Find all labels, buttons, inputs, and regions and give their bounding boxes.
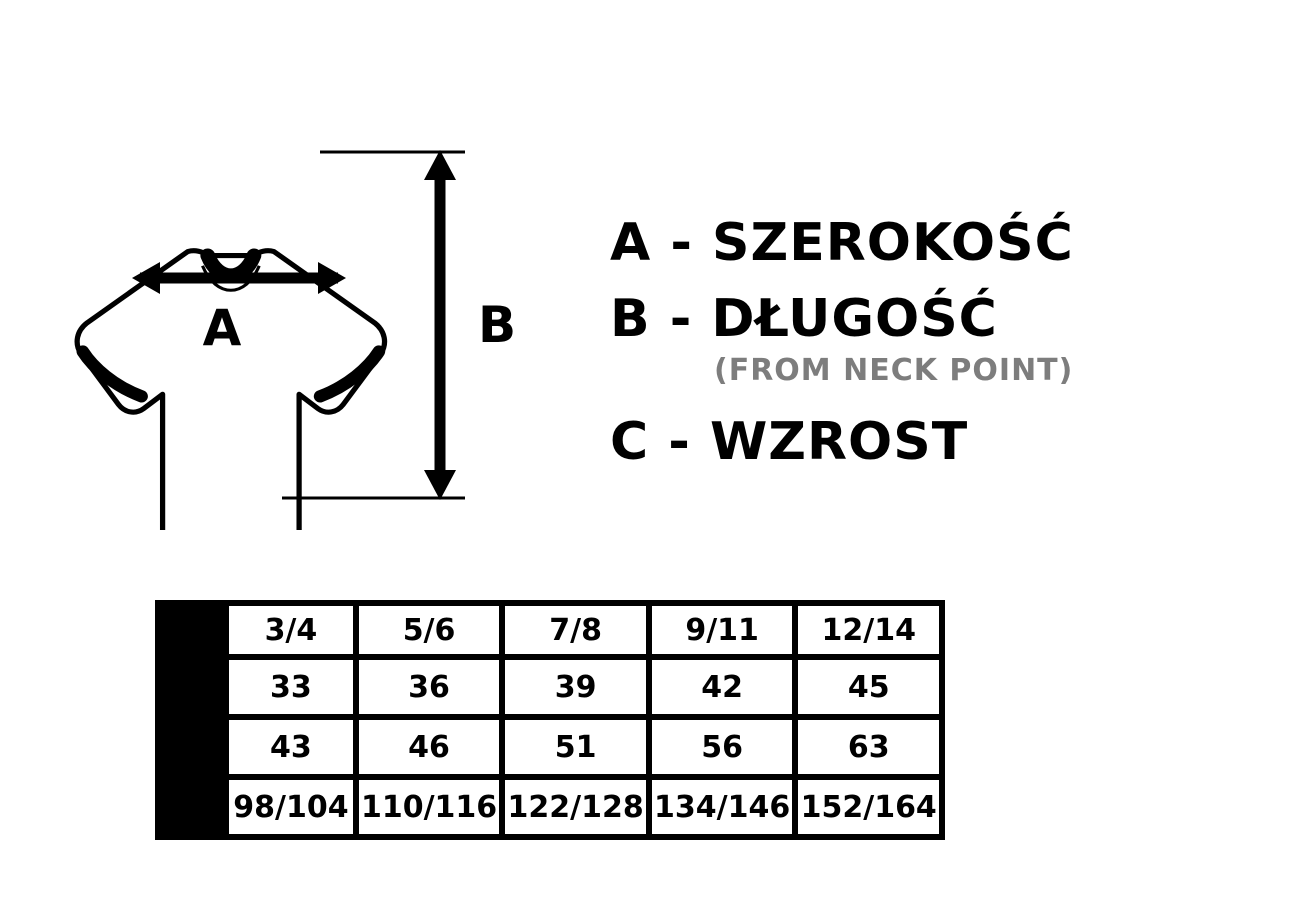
table-header-row	[161, 606, 939, 654]
size-table	[155, 600, 945, 840]
cell-c-4: 134/146	[652, 780, 793, 834]
row-header-b: B	[182, 724, 214, 770]
table-row	[161, 780, 939, 834]
legend-item-a: A - SZEROKOŚĆ	[610, 213, 1074, 273]
cell-c-5: 152/164	[798, 780, 939, 834]
table-row	[161, 660, 939, 714]
cell-c-2: 110/116	[359, 780, 500, 834]
legend-item-b: B - DŁUGOŚĆ	[610, 289, 998, 350]
tshirt-measurement-diagram	[20, 110, 560, 530]
size-table-container	[155, 600, 945, 840]
column-header-3: 7/8	[505, 606, 646, 654]
cell-b-2: 46	[359, 720, 500, 774]
cell-c-3: 122/128	[505, 780, 646, 834]
cell-b-3: 51	[505, 720, 646, 774]
column-header-2: 5/6	[359, 606, 500, 654]
tshirt-outline	[77, 251, 384, 530]
table-corner-cell	[161, 606, 223, 654]
measure-label-b: B	[477, 296, 517, 354]
legend-item-c: C - WZROST	[610, 412, 969, 473]
cell-b-5: 63	[798, 720, 939, 774]
tshirt-svg	[20, 110, 560, 530]
legend-spacer	[610, 388, 1250, 414]
cell-a-2: 36	[359, 660, 500, 714]
cell-a-4: 42	[652, 660, 793, 714]
column-header-1: 3/4	[229, 606, 353, 654]
legend-item-b-note: (FROM NECK POINT)	[714, 353, 1074, 389]
cell-b-1: 43	[229, 720, 353, 774]
column-header-5: 12/14	[798, 606, 939, 654]
row-header-a: A	[182, 664, 214, 710]
measure-label-a: A	[202, 299, 242, 357]
cell-a-1: 33	[229, 660, 353, 714]
cell-a-3: 39	[505, 660, 646, 714]
table-row	[161, 720, 939, 774]
measurement-legend	[610, 213, 1250, 473]
cell-c-1: 98/104	[229, 780, 353, 834]
column-header-4: 9/11	[652, 606, 793, 654]
row-header-c: C	[183, 784, 214, 830]
cell-a-5: 45	[798, 660, 939, 714]
cell-b-4: 56	[652, 720, 793, 774]
